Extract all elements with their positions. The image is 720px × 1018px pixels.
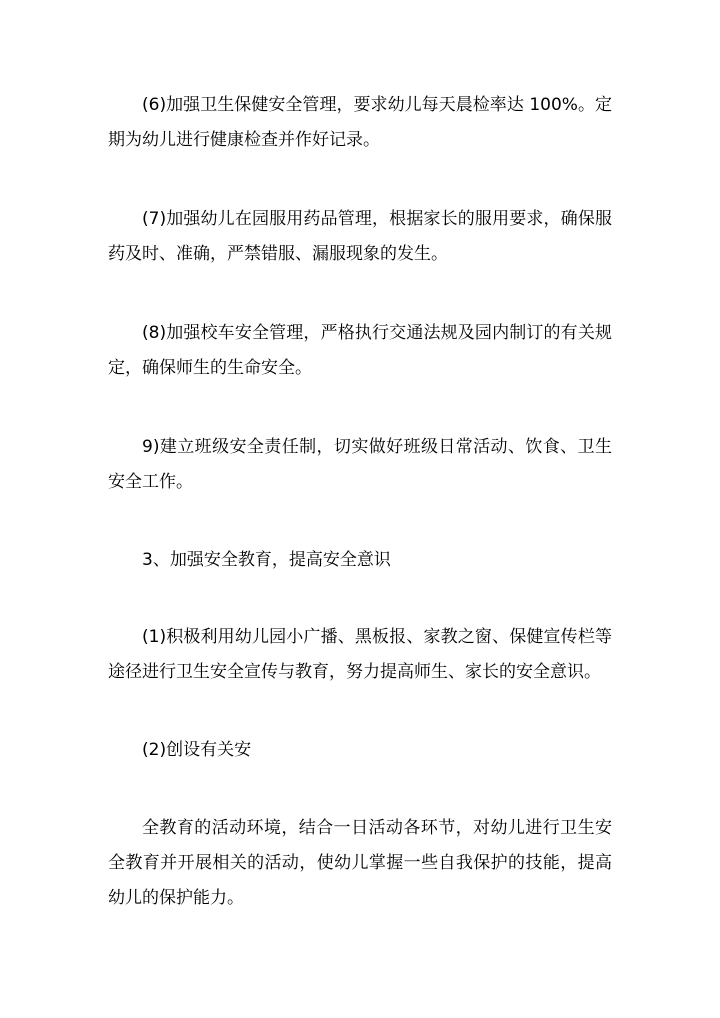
- paragraph-item-1-safety-publicity: (1)积极利用幼儿园小广播、黑板报、家教之窗、保健宣传栏等途径进行卫生安全宣传与教育，努力提高师生、家长的安全意识。: [108, 627, 612, 682]
- paragraph-item-2-start: (2)创设有关安: [142, 740, 252, 760]
- paragraph-item-9-class-responsibility: 9)建立班级安全责任制，切实做好班级日常活动、饮食、卫生安全工作。: [108, 437, 612, 492]
- paragraph-item-8-school-bus-safety: (8)加强校车安全管理，严格执行交通法规及园内制订的有关规定，确保师生的生命安全。: [108, 323, 612, 378]
- paragraph-item-6-health-care: (6)加强卫生保健安全管理，要求幼儿每天晨检率达 100%。定期为幼儿进行健康检查并作好记录。: [108, 95, 612, 150]
- section-heading-safety-education: 3、加强安全教育，提高安全意识: [142, 550, 391, 570]
- paragraph-item-7-medicine-management: (7)加强幼儿在园服用药品管理，根据家长的服用要求，确保服药及时、准确，严禁错服、漏服现象的发生。: [108, 209, 612, 264]
- paragraph-item-2-continuation: 全教育的活动环境，结合一日活动各环节，对幼儿进行卫生安全教育并开展相关的活动，使幼儿掌握一些自我保护的技能，提高幼儿的保护能力。: [108, 818, 612, 908]
